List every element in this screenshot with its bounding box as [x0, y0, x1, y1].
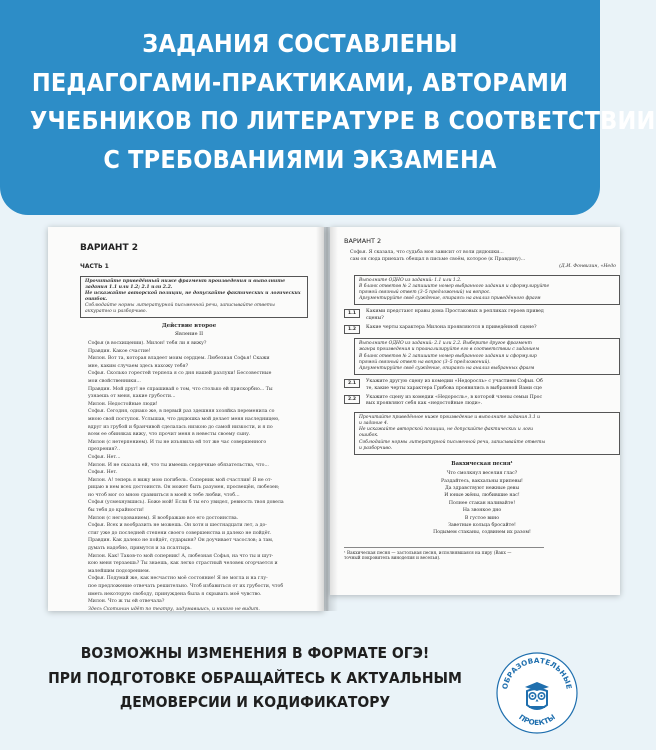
task-line: Аргументируйте своё суждение, опираясь на анализ приведённого фрагм [359, 296, 541, 302]
question-1-2 [344, 325, 620, 334]
text-line: вдруг из грубой и бранчивой сделалась низкою до самой низкости, и я по [88, 424, 273, 430]
text-line: кою меня терзаешь? Ты знаешь, как легко страстный человек огорчается и [88, 561, 278, 567]
question-text: те, какие черты характера Грибова проявились в выбранной Вами сце [366, 385, 542, 391]
text-line: Правдин. Мой друг! не спрашивай о том, что столько ей прискорбно... Ты [88, 386, 273, 392]
task-line: Аргументируйте своё суждение, опираясь на анализ выбранных фрагм [359, 366, 535, 372]
question-text: Какими предстают нравы дома Простаковых в репликах героев привед [366, 309, 544, 315]
task-box-2 [354, 338, 620, 375]
text-line: Милон. И не сказала ей, что ты имеешь сердечные обязательства, что... [88, 462, 269, 468]
question-2-1 [344, 379, 620, 392]
text-line: мои свойственники... [88, 378, 141, 384]
text-line: мне, каким случаем здесь нахожу тебя? [88, 363, 189, 369]
footnote [344, 547, 544, 561]
task-line: и задание 4. [359, 421, 389, 427]
notice-text [20, 641, 490, 715]
poem-line: И юные жёны, любившие нас! [444, 493, 520, 499]
poem-title: Вакхическая песня¹ [451, 461, 513, 468]
variant-heading: ВАРИАНТ 2 [80, 243, 138, 253]
text-line: Милон. Недостойные люди! [88, 401, 158, 407]
text-line: Софья. Сегодня, однако же, в первый раз здешняя хозяйка переменила со [88, 409, 275, 415]
part-heading: ЧАСТЬ 1 [80, 263, 109, 270]
task-line: Прочитайте приведённый ниже фрагмент произведения и выполните задания 1.1 или 1.2; 2.1 или 2.2. [85, 279, 286, 290]
text-line: Милон (с негодованием). Я воображаю все его достоинства. [88, 515, 239, 521]
text-line: малейшим подозрением. [88, 568, 151, 574]
poem-line: Раздайтесь, вакхальны припевы! [441, 478, 523, 484]
text-line: Здесь Скотинин идёт по театру, задумавшись, и никого не видит. [88, 606, 260, 612]
text-line: Софья. Нет. [88, 470, 118, 476]
text-attribution: (Д.И. Фонвизин, «Недо [559, 264, 616, 270]
owl-icon [495, 651, 579, 735]
logo-text-bottom: ПРОЕКТЫ [517, 712, 557, 728]
task-instructions [80, 276, 308, 318]
question-2-2 [344, 395, 620, 408]
poem-line: Подымем стаканы, содвинем их разом! [433, 530, 531, 536]
text-line: Софья. Подумай же, как несчастно моё состояние! Я не могла и на глу- [88, 576, 268, 582]
task-line: В бланк ответов № 2 запишите номер выбранного задания и сформулир [359, 353, 537, 359]
task-line: Выполните ОДНО из заданий: 1.1 или 1.2. [359, 277, 462, 283]
text-line: рицаю в нем всех достоинств. Он может быть разумен, просвещён, любезен; [88, 485, 280, 491]
poem-line: Да здравствуют нежные девы [444, 485, 520, 491]
text-line: Правдин. Какое счастие! [88, 348, 151, 354]
poem-line: Что смолкнул веселия глас? [446, 471, 518, 477]
footnote-line: ¹ Вакхическая песня — застольная песня, исполнявшаяся на пиру (Вакх — [344, 549, 512, 555]
text-line: пое предложение отвечать решительно. Чтоб избавиться от их грубости, чтоб [88, 584, 284, 589]
task-box-1 [354, 275, 620, 306]
text-line: но чтоб мог со мною сравниться в моей к тебе любви, чтоб... [88, 492, 240, 498]
variant-heading: ВАРИАНТ 2 [344, 237, 382, 245]
text-line: сам он сюда приехать обещал в письме своём, которое (к Правдину)... [350, 257, 526, 263]
question-number: 1.2 [344, 325, 360, 334]
headline-line: С ТРЕБОВАНИЯМИ ЭКЗАМЕНА [103, 144, 497, 174]
text-line: всем ее обиняках вижу, что прочит меня в невесты своему сыну. [88, 432, 251, 438]
task-line: Соблюдайте нормы литературной письменной речи, записывайте ответы [359, 439, 546, 445]
question-text: сцены? [366, 315, 384, 321]
task-line: В бланк ответов № 2 запишите номер выбранного задания и сформулируйте [359, 283, 550, 289]
text-line: мною свой поступок. Услышав, что дядюшка мой делает меня наследницею, [88, 416, 280, 422]
notice-line: ВОЗМОЖНЫ ИЗМЕНЕНИЯ В ФОРМАТЕ ОГЭ! [80, 644, 430, 662]
notice-line: ДЕМОВЕРСИИ И КОДИФИКАТОРУ [119, 693, 391, 711]
footnote-line: точный покровитель виноделия и веселья). [344, 555, 441, 561]
text-line: Софья. Нет... [88, 454, 121, 460]
left-page [48, 227, 324, 611]
text-line: Софья. Я сказала, что судьба моя зависит от воли дядюшки... [350, 250, 504, 255]
text-line: думать надобно, примутся и за псалтырь. [88, 546, 192, 552]
task-line: и разборчиво. [359, 445, 393, 451]
text-line: Софья. Всех и вообразить не можешь. Он хотя и шестнадцати лет, а до- [88, 523, 267, 529]
text-line: Милон. А! теперь я вижу мою погибель. Соперник мой счастлив! Я не от- [88, 477, 273, 483]
text-line: стиг уже до последней степени своего совершенства и далеко не пойдёт. [88, 530, 272, 536]
headline [30, 25, 656, 179]
text-line: Софья. Сколько горестей терпела я со дня нашей разлуки! Бессовестные [88, 371, 272, 377]
question-1-1 [344, 309, 620, 322]
book-spine [316, 227, 338, 611]
text-line: иметь некоторую свободу, принуждена была я скрывать моё чувство. [88, 591, 262, 597]
question-number: 2.2 [344, 395, 360, 404]
question-text: Укажите другую сцену из комедии «Недоросль» с участием Софьи. Об [366, 379, 543, 385]
text-line: Софья (в восхищении). Милон! тебя ли я вижу? [88, 341, 207, 346]
question-text: Укажите сцену из комедии «Недоросль», в которой члены семьи Прос [366, 395, 543, 401]
text-line: презрения?.. [88, 447, 120, 453]
headline-line: УЧЕБНИКОВ ПО ЛИТЕРАТУРЕ В СООТВЕТСТВИИ [30, 106, 656, 135]
poem-line: Полнее стакан наливайте! [448, 500, 516, 506]
text-line: Милон (с нетерпением). И ты не изъявила ей тот же час совершенного [88, 439, 267, 445]
text-line: Милон. Как! Таков-то мой соперник! А, любезная Софья, на что ты и шут- [88, 553, 274, 559]
task-line: Соблюдайте нормы литературной письменной речи, записывайте ответы аккуратно и разборчиво. [85, 303, 275, 314]
task-box-3 [354, 412, 620, 455]
header-banner [0, 0, 656, 215]
right-page [330, 227, 620, 595]
play-text [66, 340, 312, 613]
question-number: 1.1 [344, 309, 360, 318]
task-line: прямой связный ответ (3–5 предложений) на вопрос. [359, 290, 491, 296]
task-line: Не искажайте авторской позиции, не допускайте фактических и логи [359, 427, 533, 433]
task-line: Не искажайте авторской позиции, не допускайте фактических и логических ошибок. [85, 291, 301, 302]
question-text: Какие черты характера Милона проявляются в приведённой сцене? [366, 325, 537, 331]
text-line: Милон. Вот та, которая владеет моим сердцем. Любезная Софья! Скажи [88, 356, 270, 362]
poem-line: В густое вино [464, 515, 500, 521]
notice-line: ПРИ ПОДГОТОВКЕ ОБРАЩАЙТЕСЬ К АКТУАЛЬНЫМ [48, 668, 462, 687]
publisher-logo [495, 651, 579, 735]
act-title: Действие второе [161, 323, 217, 329]
headline-line: ЗАДАНИЯ СОСТАВЛЕНЫ [142, 29, 458, 58]
question-text: вых проявляют себя как «недостойные люди». [366, 401, 483, 407]
logo-text-top: ОБРАЗОВАТЕЛЬНЫЕ [500, 655, 574, 691]
headline-line: ПЕДАГОГАМИ-ПРАКТИКАМИ, АВТОРАМИ [31, 67, 569, 97]
task-line: Выполните ОДНО из заданий: 2.1 или 2.2. Выберите другое фрагмент [359, 341, 532, 347]
question-number: 2.1 [344, 379, 360, 388]
poem-line: Заветные кольца бросайте! [448, 522, 516, 528]
task-line: Прочитайте приведённое ниже произведение и выполните задания 3.1 и [359, 414, 541, 420]
text-line: Правдин. Как далеко не пойдёт, сударыня? Он доучивает часослов; а там, [88, 538, 274, 544]
task-line: ошибок. [359, 433, 379, 439]
text-line: узнаешь от меня, какие грубости... [88, 394, 176, 400]
task-line: жанра произведения и проанализируйте его в соответствии с заданием [359, 347, 540, 353]
text-line: Милон. Что ж ты ей отвечала? [88, 599, 165, 605]
text-line: Софья (усмехнувшись). Боже мой! Если б ты его увидел, ревность твоя довела [88, 500, 284, 506]
task-line: прямой связный ответ на вопрос (3–5 предложений). [359, 359, 491, 365]
poem-text [344, 470, 620, 537]
scene-title: Явление II [174, 331, 204, 337]
poem-line: На звонкое дно [462, 508, 502, 514]
text-line: бы тебя до крайности! [88, 508, 144, 514]
open-book [48, 227, 616, 612]
